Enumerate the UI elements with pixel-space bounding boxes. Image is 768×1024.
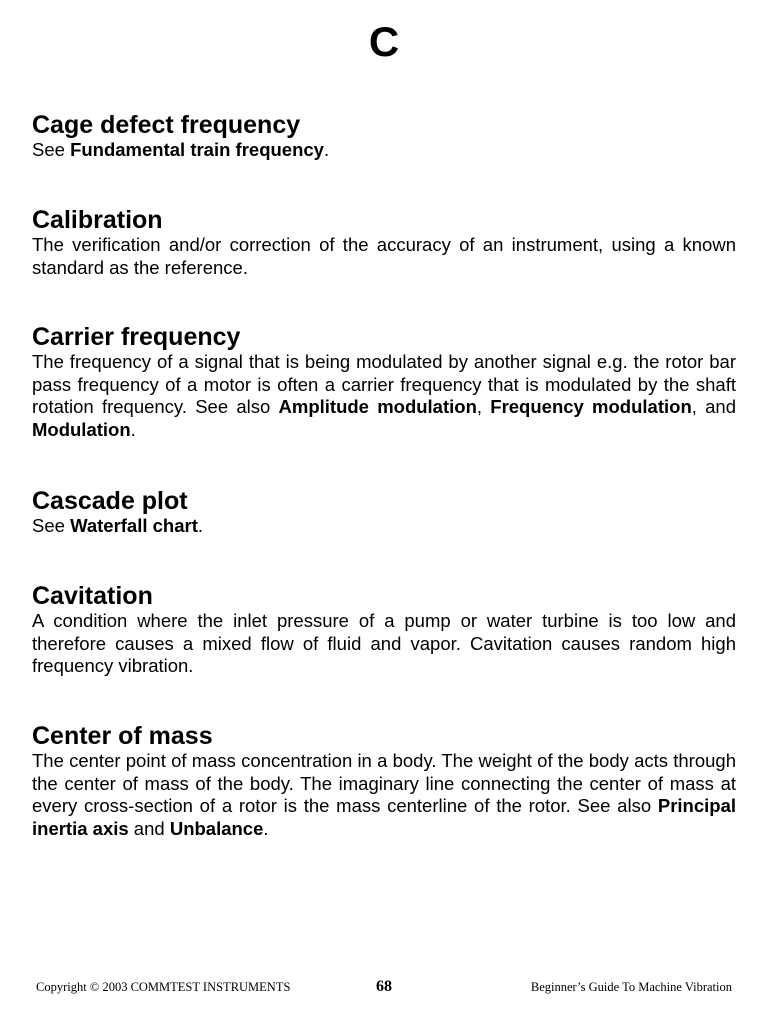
definition-text: . — [197, 515, 204, 536]
footer-book-title: Beginner’s Guide To Machine Vibration — [530, 980, 732, 994]
entry-definition — [32, 234, 736, 279]
glossary-entry-cascade-plot — [32, 487, 736, 538]
definition-text: , — [476, 396, 491, 417]
glossary-entry-cavitation — [32, 582, 736, 678]
entry-term: Cascade plot — [32, 487, 188, 515]
page-footer — [0, 978, 768, 998]
definition-text: See — [32, 515, 71, 536]
glossary-entry-center-of-mass — [32, 722, 736, 840]
definition-text: . — [323, 139, 330, 160]
entry-term: Calibration — [32, 206, 163, 234]
entry-term: Cavitation — [32, 582, 153, 610]
definition-text: The center point of mass concentration in a body. The weight of the body acts through the center of mass of the body. The imaginary line connecting the center of mass at every cross-section of a rotor is the mass centerline of the rotor. See also — [32, 750, 736, 816]
footer-page-number: 68 — [376, 978, 392, 995]
entry-definition — [32, 139, 736, 162]
entry-term: Carrier frequency — [32, 323, 241, 351]
entry-definition — [32, 750, 736, 840]
definition-text: . — [263, 817, 269, 839]
cross-reference-term: Principal inertia axis — [32, 795, 736, 839]
entry-term: Cage defect frequency — [32, 111, 301, 139]
cross-reference-term: Fundamental train frequency — [70, 139, 324, 160]
cross-reference-term: Frequency modulation — [490, 396, 692, 417]
definition-text: . — [130, 418, 136, 440]
cross-reference-term: Modulation — [32, 418, 131, 440]
entry-term: Center of mass — [32, 722, 213, 750]
cross-reference-term: Waterfall chart — [70, 515, 198, 536]
footer-copyright: Copyright © 2003 COMMTEST INSTRUMENTS — [36, 980, 291, 994]
glossary-entry-carrier-frequency — [32, 323, 736, 441]
definition-text: The verification and/or correction of the accuracy of an instrument, using a known standard as the reference. — [32, 234, 736, 278]
definition-text: , and — [691, 396, 736, 417]
definition-text: and — [128, 817, 170, 839]
cross-reference-term: Amplitude modulation — [278, 396, 477, 417]
entry-definition — [32, 610, 736, 678]
glossary-entry-calibration — [32, 206, 736, 279]
definition-text: See — [32, 139, 71, 160]
page-letter-heading: C — [368, 18, 400, 65]
definition-text: The frequency of a signal that is being modulated by another signal e.g. the rotor bar pass frequency of a motor is often a carrier frequency that is modulated by the shaft rotation frequency. See also — [32, 351, 736, 417]
entry-definition — [32, 351, 736, 441]
entry-definition — [32, 515, 736, 538]
glossary-entry-cage-defect-frequency — [32, 111, 736, 162]
cross-reference-term: Unbalance — [169, 817, 264, 839]
definition-text: A condition where the inlet pressure of a pump or water turbine is too low and therefore causes a mixed flow of fluid and vapor. Cavitation causes random high frequency vibration. — [32, 610, 736, 676]
